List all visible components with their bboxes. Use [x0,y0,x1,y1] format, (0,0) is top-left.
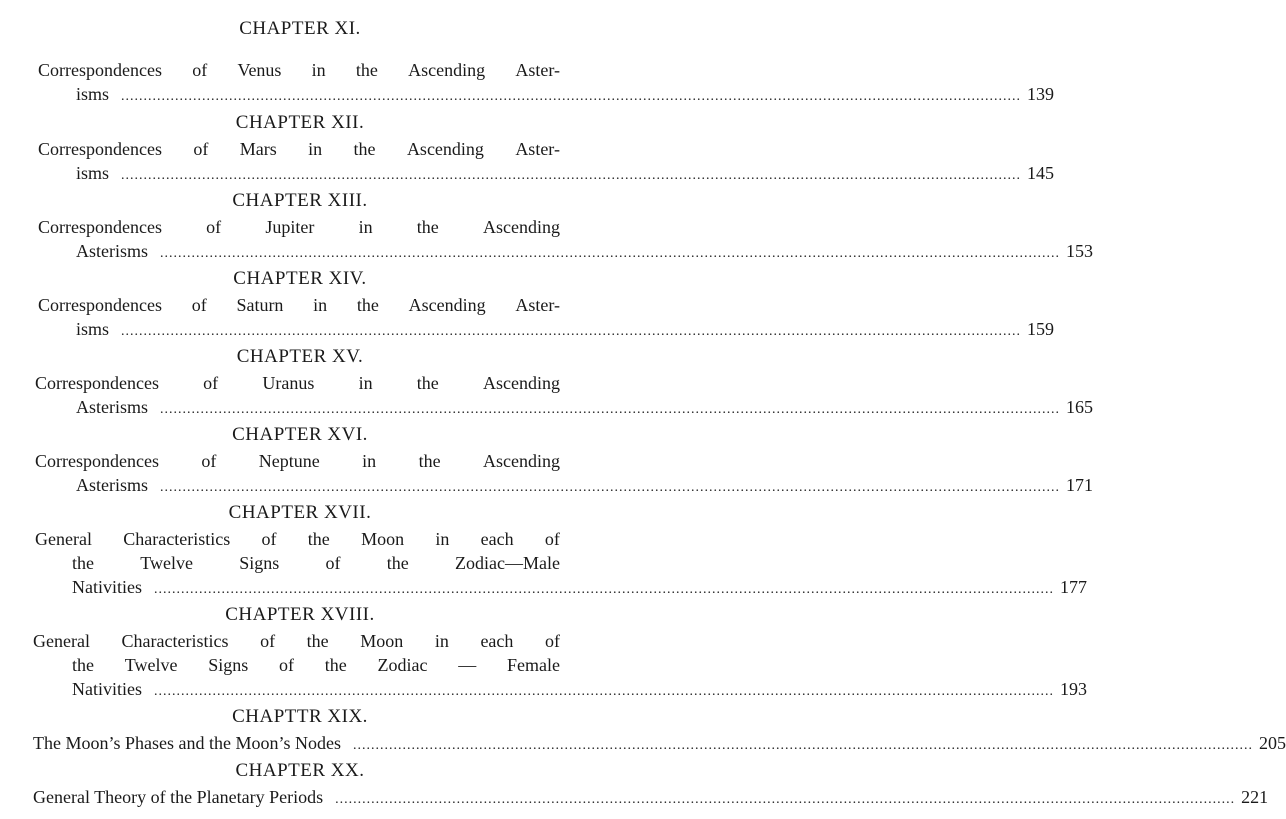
page-number: 171 [1066,475,1093,495]
chapter-heading: CHAPTER XI. [239,18,361,39]
dot-leader: ........................................................................................................................................................................................................ [121,89,1022,104]
page-number: 205 [1258,733,1286,753]
entry-title-line: Correspondences of Uranus in the Ascending [35,373,560,393]
entry-leader-line [72,679,1087,700]
entry-title-end: isms [76,319,110,339]
entry-title-end: General Theory of the Planetary Periods [33,787,324,807]
entry-title-end: The Moon’s Phases and the Moon’s Nodes [33,733,341,753]
chapter-heading: CHAPTTR XIX. [232,706,368,727]
chapter-heading: CHAPTER XIV. [233,268,367,289]
entry-title-end: Nativities [72,577,142,597]
page-number: 177 [1060,577,1087,597]
dot-leader: ........................................................................................................................................................................................................ [160,480,1060,495]
entry-title-line: Correspondences of Mars in the Ascending Aster- [38,139,560,159]
entry-title-line: the Twelve Signs of the Zodiac — Female [72,655,560,675]
entry-title-end: Nativities [72,679,142,699]
chapter-heading: CHAPTER XIII. [232,190,368,211]
entry-leader-line [76,84,1055,105]
page-number: 153 [1066,241,1093,261]
dot-leader: ........................................................................................................................................................................................................ [160,246,1060,261]
chapter-heading: CHAPTER XV. [236,346,364,367]
chapter-heading: CHAPTER XVI. [232,424,368,445]
entry-leader-line [72,577,1087,598]
entry-title-line: Correspondences of Neptune in the Ascending [35,451,560,471]
entry-leader-line [76,475,1093,496]
entry-leader-line [76,163,1055,184]
entry-title-end: isms [76,84,110,104]
entry-title-line: General Characteristics of the Moon in each of [33,631,560,651]
entry-leader-line [76,241,1093,262]
entry-title-end: Asterisms [76,241,148,261]
entry-leader-line [76,397,1093,418]
dot-leader: ........................................................................................................................................................................................................ [121,168,1022,183]
dot-leader: ........................................................................................................................................................................................................ [121,324,1022,339]
entry-title-line: the Twelve Signs of the Zodiac—Male [72,553,560,573]
entry-title-end: Asterisms [76,397,148,417]
entry-leader-line [33,787,1269,808]
entry-title-end: isms [76,163,110,183]
dot-leader: ........................................................................................................................................................................................................ [335,792,1236,807]
dot-leader: ........................................................................................................................................................................................................ [160,402,1060,417]
entry-title-line: General Characteristics of the Moon in each of [35,529,560,549]
chapter-heading: CHAPTER XVIII. [225,604,375,625]
page-number: 193 [1060,679,1087,699]
page-number: 139 [1027,84,1055,104]
page-number: 165 [1066,397,1093,417]
entry-title-line: Correspondences of Saturn in the Ascending Aster- [38,295,560,315]
chapter-heading: CHAPTER XII. [235,112,365,133]
page-number: 221 [1241,787,1269,807]
dot-leader: ........................................................................................................................................................................................................ [154,684,1054,699]
entry-title-line: Correspondences of Jupiter in the Ascending [38,217,560,237]
dot-leader: ........................................................................................................................................................................................................ [154,582,1054,597]
page-number: 145 [1027,163,1055,183]
entry-title-line: Correspondences of Venus in the Ascending Aster- [38,60,560,80]
dot-leader: ........................................................................................................................................................................................................ [352,738,1253,753]
page-number: 159 [1027,319,1055,339]
entry-leader-line [33,733,1286,754]
chapter-heading: CHAPTER XVII. [228,502,372,523]
chapter-heading: CHAPTER XX. [235,760,365,781]
entry-title-end: Asterisms [76,475,148,495]
entry-leader-line [76,319,1055,340]
